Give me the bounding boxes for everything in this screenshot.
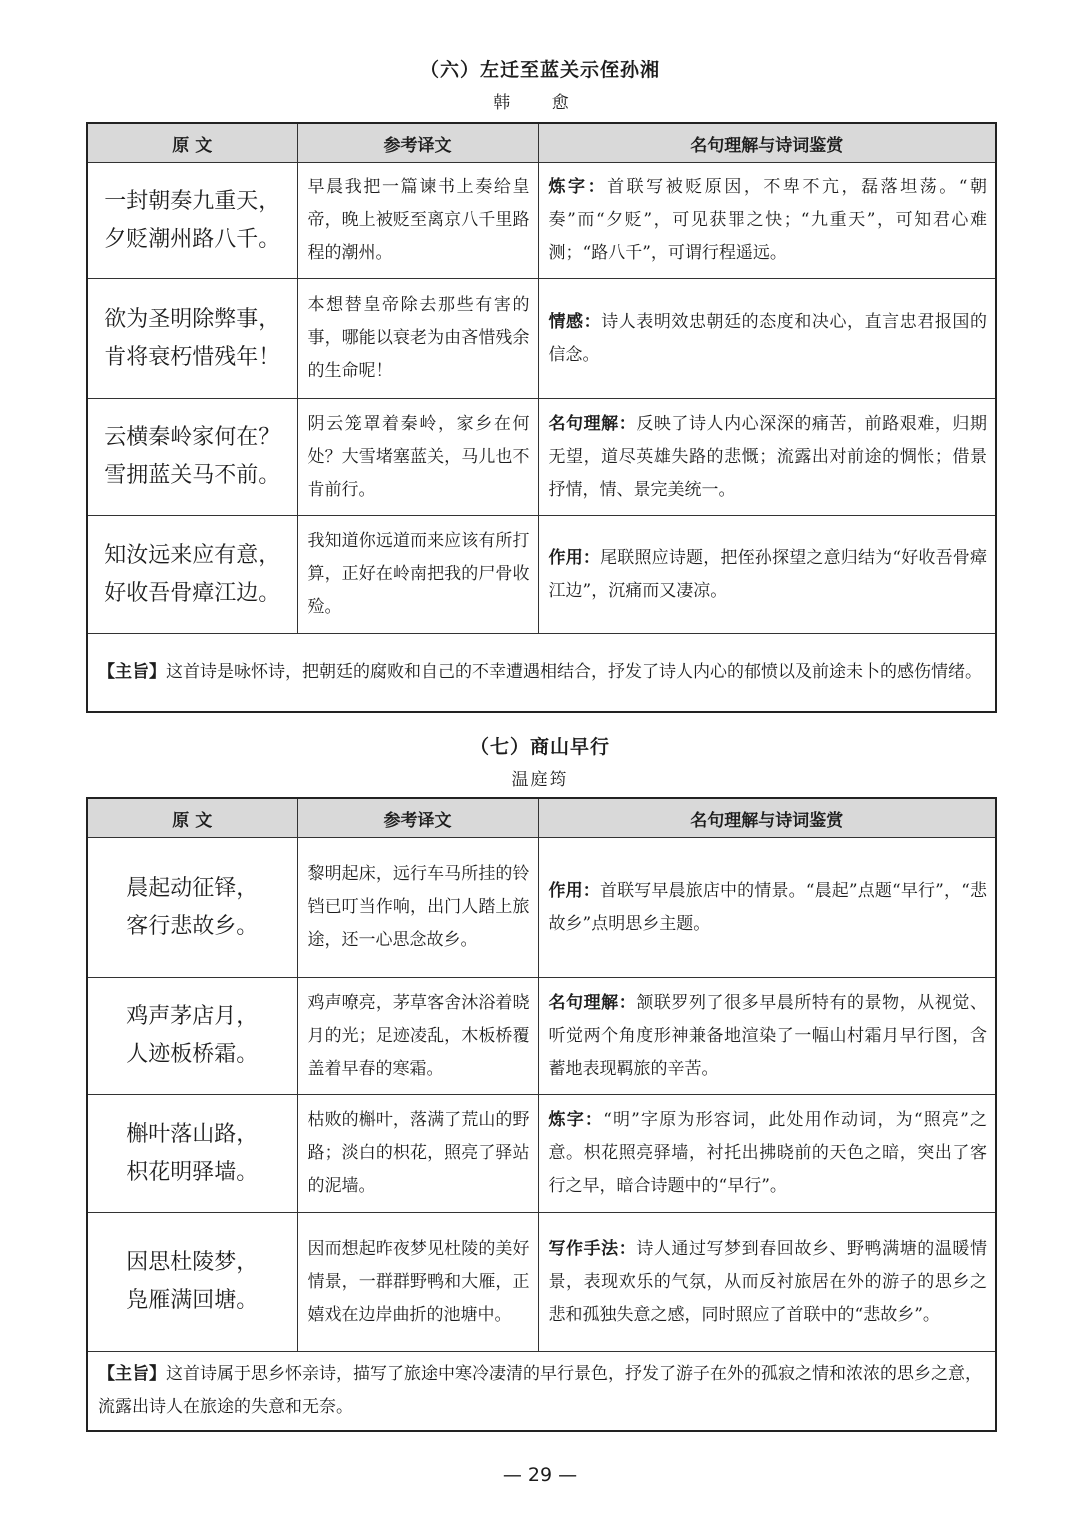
gist-text: 这首诗属于思乡怀亲诗，描写了旅途中寒冷凄清的早行景色，抒发了游子在外的孤寂之情和浓浓的思乡之意，流露出诗人在旅途的失意和无奈。 [98, 1363, 982, 1417]
appreciation-label: 名句理解： [548, 413, 637, 434]
header-translation: 参考译文 [297, 123, 538, 163]
original-text-cell [87, 279, 297, 399]
gist-cell [87, 1352, 996, 1431]
translation-cell: 阴云笼罩着秦岭，家乡在何处？大雪堵塞蓝关，马儿也不肯前行。 [297, 399, 538, 516]
original-text-cell [87, 1095, 297, 1213]
original-line: 夕贬潮州路八千。 [104, 226, 281, 252]
appreciation-cell [538, 978, 996, 1095]
page-number: — 29 — [502, 1464, 578, 1486]
original-line: 因思杜陵梦， [126, 1250, 259, 1275]
appreciation-text: 诗人通过写梦到春回故乡、野鸭满塘的温暖情景，表现欢乐的气氛，从而反衬旅居在外的游子的思乡之悲和孤独失意之感，同时照应了首联中的“悲故乡”。 [548, 1238, 987, 1325]
original-line: 槲叶落山路， [126, 1121, 259, 1147]
gist-row [87, 634, 996, 712]
table-row [87, 978, 996, 1095]
gist-text: 这首诗是咏怀诗，把朝廷的腐败和自己的不幸遭遇相结合，抒发了诗人内心的郁愤以及前途未卜的感伤情绪。 [166, 661, 982, 682]
table-row [87, 1095, 996, 1213]
original-line: 枳花明驿墙。 [126, 1159, 259, 1185]
appreciation-cell [538, 399, 996, 516]
table-row [87, 1213, 996, 1352]
appreciation-cell [538, 163, 996, 279]
table-row [87, 399, 996, 516]
appreciation-cell [538, 838, 996, 978]
appreciation-text: 首联写被贬原因，不卑不亢，磊落坦荡。“朝奏”而“夕贬”，可见获罪之快；“九重天”，可知君心难测；“路八千”，可谓行程遥远。 [548, 177, 987, 263]
appreciation-text: 尾联照应诗题，把侄孙探望之意归结为“好收吾骨瘴江边”，沉痛而又凄凉。 [548, 547, 987, 601]
table-row [87, 279, 996, 399]
original-line: 好收吾骨瘴江边。 [104, 580, 281, 606]
translation-cell: 本想替皇帝除去那些有害的事，哪能以衰老为由吝惜残余的生命呢！ [297, 279, 538, 399]
appreciation-text: 颔联罗列了很多早晨所特有的景物，从视觉、听觉两个角度形神兼备地渲染了一幅山村霜月早行图，含蓄地表现羁旅的辛苦。 [548, 992, 987, 1079]
appreciation-text: 诗人表明效忠朝廷的态度和决心，直言忠君报国的信念。 [548, 311, 987, 365]
gist-label: 【主旨】 [98, 661, 166, 682]
appreciation-cell [538, 1095, 996, 1213]
original-text-cell [87, 399, 297, 516]
poem-table-2 [86, 797, 997, 1432]
header-original: 原 文 [87, 798, 297, 838]
table-header-row [87, 798, 996, 838]
appreciation-label: 名句理解： [548, 992, 637, 1013]
header-translation: 参考译文 [297, 798, 538, 838]
poem-table-1 [86, 122, 997, 713]
original-text-cell [87, 838, 297, 978]
original-line: 欲为圣明除弊事， [104, 306, 281, 332]
appreciation-label: 情感： [548, 311, 602, 332]
original-line: 云横秦岭家何在？ [104, 425, 281, 450]
original-text-cell [87, 516, 297, 634]
appreciation-label: 作用： [548, 880, 600, 901]
gist-cell [87, 634, 996, 712]
gist-row [87, 1352, 996, 1431]
header-original: 原 文 [87, 123, 297, 163]
table-row [87, 516, 996, 634]
table-row [87, 163, 996, 279]
original-line: 人迹板桥霜。 [126, 1042, 259, 1067]
translation-cell: 我知道你远道而来应该有所打算，正好在岭南把我的尸骨收殓。 [297, 516, 538, 634]
table-header-row [87, 123, 996, 163]
original-line: 一封朝奏九重天， [104, 188, 281, 214]
appreciation-cell [538, 516, 996, 634]
gist-label: 【主旨】 [98, 1363, 166, 1384]
original-text-cell [87, 1213, 297, 1352]
appreciation-text: 反映了诗人内心深深的痛苦，前路艰难，归期无望，道尽英雄失路的悲慨；流露出对前途的惆怅；借景抒情，情、景完美统一。 [548, 413, 987, 500]
table-row [87, 838, 996, 978]
appreciation-label: 炼字： [548, 177, 608, 197]
appreciation-text: 首联写早晨旅店中的情景。“晨起”点题“早行”，“悲故乡”点明思乡主题。 [548, 880, 987, 934]
original-text-cell [87, 163, 297, 279]
poem-author-1: 韩 愈 [493, 93, 587, 113]
translation-cell: 早晨我把一篇谏书上奏给皇帝，晚上被贬至离京八千里路程的潮州。 [297, 163, 538, 279]
translation-cell: 因而想起昨夜梦见杜陵的美好情景，一群群野鸭和大雁，正嬉戏在边岸曲折的池塘中。 [297, 1213, 538, 1352]
original-line: 肯将衰朽惜残年！ [104, 344, 281, 370]
poem-title-2: （七）商山早行 [469, 736, 610, 758]
original-line: 晨起动征铎， [126, 875, 259, 901]
original-line: 知汝远来应有意， [104, 542, 281, 568]
translation-cell: 鸡声嘹亮，茅草客舍沐浴着晓月的光；足迹凌乱，木板桥覆盖着早春的寒霜。 [297, 978, 538, 1095]
translation-cell: 黎明起床，远行车马所挂的铃铛已叮当作响，出门人踏上旅途，还一心思念故乡。 [297, 838, 538, 978]
translation-cell: 枯败的槲叶，落满了荒山的野路；淡白的枳花，照亮了驿站的泥墙。 [297, 1095, 538, 1213]
original-line: 雪拥蓝关马不前。 [104, 463, 281, 488]
poem-title-1: （六）左迁至蓝关示侄孙湘 [419, 59, 660, 81]
original-text-cell [87, 978, 297, 1095]
header-appreciation: 名句理解与诗词鉴赏 [538, 123, 996, 163]
appreciation-label: 写作手法： [548, 1238, 637, 1259]
appreciation-label: 作用： [548, 547, 601, 568]
appreciation-text: “明”字原为形容词，此处用作动词，为“照亮”之意。枳花照亮驿墙，衬托出拂晓前的天色之暗，突出了客行之早，暗合诗题中的“早行”。 [548, 1110, 988, 1196]
original-line: 鸡声茅店月， [126, 1004, 259, 1029]
appreciation-cell [538, 1213, 996, 1352]
original-line: 客行悲故乡。 [126, 913, 259, 939]
appreciation-label: 炼字： [548, 1110, 604, 1130]
header-appreciation: 名句理解与诗词鉴赏 [538, 798, 996, 838]
original-line: 凫雁满回塘。 [126, 1288, 259, 1313]
poem-author-2: 温庭筠 [511, 770, 569, 790]
appreciation-cell [538, 279, 996, 399]
